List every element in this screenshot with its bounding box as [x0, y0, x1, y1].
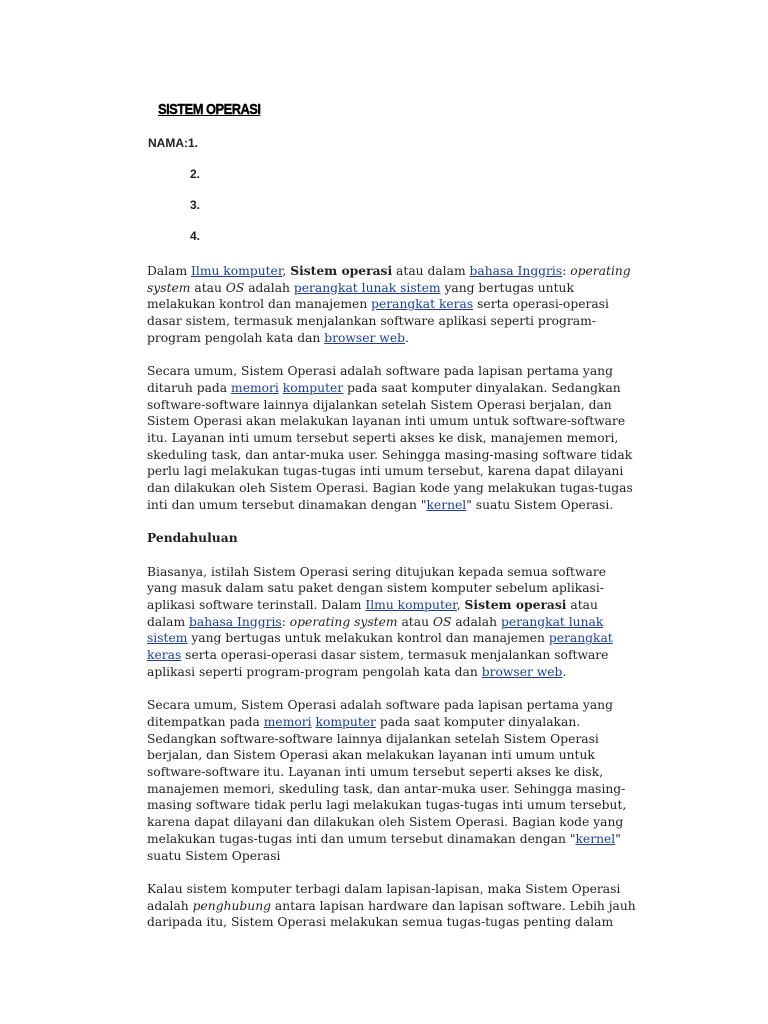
- link-bahasa-inggris[interactable]: bahasa Inggris: [189, 614, 282, 629]
- paragraph-secara-umum-1: Secara umum, Sistem Operasi adalah software pada lapisan pertama yang ditaruh pada memori komputer pada saat komputer dinyalakan. Sedangkan software-software lainnya dijalankan setelah Sistem Operasi berjalan, dan Sistem Operasi akan melakukan layanan inti umum untuk software-software itu. Layanan inti umum tersebut seperti akses ke disk, manajemen memori, skeduling task, dan antar-muka user. Sehingga masing-masing software tidak perlu lagi melakukan tugas-tugas inti umum tersebut, karena dapat dilayani dan dilakukan oleh Sistem Operasi. Bagian kode yang melakukan tugas-tugas inti dan umum tersebut dinamakan dengan "kernel" suatu Sistem Operasi.: [147, 364, 633, 512]
- link-perangkat-keras[interactable]: perangkat keras: [371, 297, 474, 312]
- link-perangkat-keras[interactable]: perangkat keras: [147, 631, 613, 663]
- name-item: 2.: [190, 167, 201, 181]
- link-perangkat-lunak-sistem[interactable]: perangkat lunak sistem: [293, 280, 441, 295]
- name-label: NAMA:1.: [148, 136, 198, 150]
- document-body: [147, 263, 637, 948]
- link-kernel[interactable]: kernel: [575, 831, 616, 846]
- link-perangkat-lunak-sistem[interactable]: perangkat lunak sistem: [147, 614, 604, 646]
- name-item: 3.: [190, 198, 201, 212]
- document-title: SISTEM OPERASI: [158, 101, 261, 118]
- name-item: 4.: [190, 229, 201, 243]
- link-browser-web[interactable]: browser web: [324, 330, 405, 345]
- link-bahasa-inggris[interactable]: bahasa Inggris: [469, 264, 563, 278]
- link-memori[interactable]: memori: [263, 714, 312, 729]
- intro-paragraph: Dalam Ilmu komputer, Sistem operasi atau dalam bahasa Inggris: operating system atau OS adalah perangkat lunak sistem yang bertugas untuk melakukan kontrol dan manajemen perangkat keras serta operasi-operasi dasar sistem, termasuk menjalankan software aplikasi seperti program-program pengolah kata dan browser web.: [147, 263, 631, 345]
- paragraph-secara-umum-2: Secara umum, Sistem Operasi adalah software pada lapisan pertama yang ditempatkan pada memori komputer pada saat komputer dinyalakan. Sedangkan software-software lainnya dijalankan setelah Sistem Operasi berjalan, dan Sistem Operasi akan melakukan layanan inti umum untuk software-software itu. Layanan inti umum tersebut seperti akses ke disk, manajemen memori, skeduling task, dan antar-muka user. Sehingga masing-masing software tidak perlu lagi melakukan tugas-tugas inti umum tersebut, karena dapat dilayani dan dilakukan oleh Sistem Operasi. Bagian kode yang melakukan tugas-tugas inti dan umum tersebut dinamakan dengan "kernel" suatu Sistem Operasi: [147, 698, 627, 863]
- link-ilmu-komputer[interactable]: Ilmu komputer: [365, 598, 457, 613]
- link-kernel[interactable]: kernel: [426, 497, 467, 512]
- section-heading: Pendahuluan: [147, 530, 238, 546]
- paragraph-biasanya: Biasanya, istilah Sistem Operasi sering ditujukan kepada semua software yang masuk dalam satu paket dengan sistem komputer sebelum aplikasi-aplikasi software terinstall. Dalam Ilmu komputer, Sistem operasi atau dalam bahasa Inggris: operating system atau OS adalah perangkat lunak sistem yang bertugas untuk melakukan kontrol dan manajemen perangkat keras serta operasi-operasi dasar sistem, termasuk menjalankan software aplikasi seperti program-program pengolah kata dan browser web.: [147, 564, 613, 679]
- link-browser-web[interactable]: browser web: [481, 664, 563, 679]
- link-ilmu-komputer[interactable]: Ilmu komputer: [191, 264, 283, 278]
- paragraph-kalau: Kalau sistem komputer terbagi dalam lapisan-lapisan, maka Sistem Operasi adalah penghubung antara lapisan hardware dan lapisan software. Lebih jauh daripada itu, Sistem Operasi melakukan semua tugas-tugas penting dalam: [147, 881, 636, 930]
- link-komputer[interactable]: komputer: [282, 380, 344, 395]
- link-memori[interactable]: memori: [231, 380, 279, 395]
- link-komputer[interactable]: komputer: [315, 714, 376, 729]
